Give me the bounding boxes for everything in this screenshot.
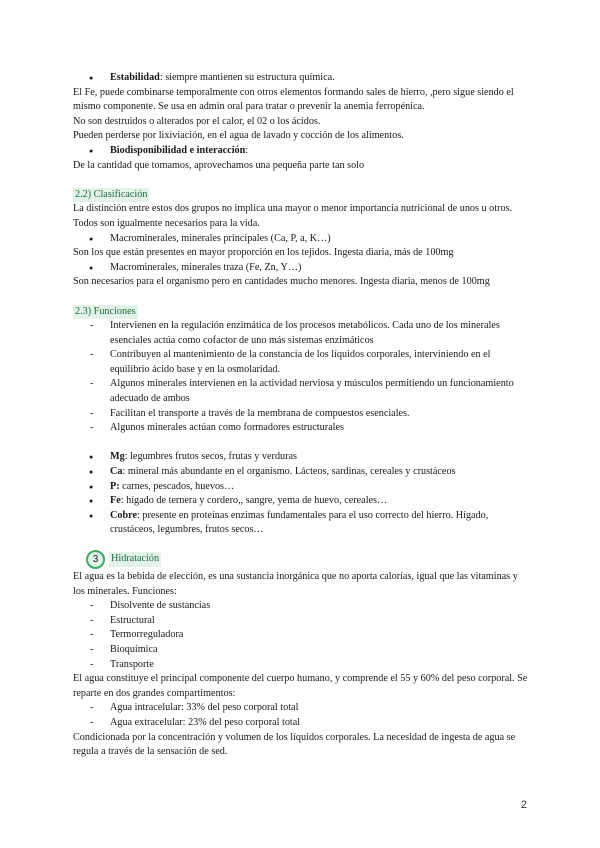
term-biodisponibilidad: Biodisponibilidad e interacción (110, 144, 246, 156)
list-item: ● Macrominerales, minerales traza (Fe, Zn, Y…) (73, 261, 528, 276)
section-heading-hidratacion (73, 550, 528, 570)
heading-text: 2.3) Funciones (73, 305, 138, 320)
section-heading-funciones (73, 305, 528, 320)
list-item: - Algunos minerales intervienen en la actividad nerviosa y músculos permitiendo un funcionamiento adecuado de ambos (73, 377, 528, 406)
list-item: ● Macrominerales, minerales principales (Ca, P, a, K…) (73, 232, 528, 247)
term-estabilidad: Estabilidad (110, 72, 160, 83)
list-item (73, 509, 528, 538)
term: Cobre (110, 509, 137, 521)
list-item: - Transporte (73, 658, 528, 673)
list-item: - Termorreguladora (73, 628, 528, 643)
list-item: - Agua intracelular: 33% del peso corporal total (73, 701, 528, 716)
term-text: : presente en proteínas enzimas fundamentales para el uso correcto del hierro. Hígado, crustáceos, legumbres, frutos secos… (110, 509, 489, 536)
term-text: : mineral más abundante en el organismo. Lácteos, sardinas, cereales y crustáceos (122, 466, 456, 478)
paragraph: No son destruidos o alterados por el calor, el 02 o los ácidos. (73, 115, 321, 127)
list-item: - Disolvente de sustancias (73, 599, 528, 614)
page-number: 2 (520, 799, 527, 811)
list-item: - Agua extracelular: 23% del peso corporal total (73, 716, 528, 731)
term: Mg (110, 451, 125, 463)
heading-text: 2.2) Clasificación (73, 188, 149, 203)
list-item: - Contribuyen al mantenimiento de la constancia de los líquidos corporales, interviniendo en el equilibrio ácido base y en la osmolaridad. (73, 348, 528, 377)
term-text: carnes, pescados, huevos… (119, 480, 235, 492)
paragraph: El agua constituye el principal componente del cuerpo humano, y comprende el 55 y 60% del peso corporal. Se reparte en dos grandes compartimentos: (73, 673, 528, 699)
paragraph: De la cantidad que tomamos, aprovechamos una pequeña parte tan solo (73, 159, 365, 171)
paragraph: Son necesarios para el organismo pero en cantidades mucho menores. Ingesta diaria, menos de 100mg (73, 276, 490, 288)
list-item (73, 450, 528, 465)
paragraph: Condicionada por la concentración y volumen de los líquidos corporales. La necesidad de ingesta de agua se regula a través de la sensación de sed. (73, 731, 516, 758)
list-item (73, 494, 528, 509)
paragraph: Son los que están presentes en mayor proporción en los tejidos. Ingesta diaria, más de 100mg (73, 247, 454, 259)
list-item: - Bioquímica (73, 643, 528, 658)
paragraph: Pueden perderse por lixiviación, en el agua de lavado y cocción de los alimentos. (73, 130, 404, 142)
list-item (73, 144, 528, 159)
paragraph: El Fe, puede combinarse temporalmente con otros elementos formando sales de hierro, ,pero sigue siendo el mismo componente. Se usa en admin oral para tratar o prevenir la anemia ferropénica. (73, 86, 514, 113)
section-heading-clasificacion (73, 188, 528, 203)
term: Fe (110, 495, 121, 507)
list-item: - Estructural (73, 614, 528, 629)
list-item: - Facilitan el transporte a través de la membrana de compuestos esenciales. (73, 407, 528, 422)
list-item (73, 465, 528, 480)
term: P: (110, 480, 120, 492)
term: Ca (110, 466, 123, 478)
list-item: - Algunos minerales actúan como formadores estructurales (73, 421, 528, 436)
paragraph: El agua es la bebida de elección, es una sustancia inorgánica que no aporta calorías, igual que las vitaminas y los minerales. Funciones: (73, 571, 518, 597)
list-item (73, 71, 528, 86)
heading-text: Hidratación (109, 552, 161, 567)
term-text: : hígado de ternera y cordero,, sangre, yema de huevo, cereales… (120, 495, 388, 507)
document-page (73, 71, 528, 760)
list-item: - Intervienen en la regulación enzimática de los procesos metabólicos. Cada uno de los minerales esenciales actúa como cofactor de uno más sistemas enzimáticos (73, 319, 528, 348)
paragraph: La distinción entre estos dos grupos no implica una mayor o menor importancia nutricional de unos u otros. Todos son igualmente necesarios para la vida. (73, 203, 513, 229)
section-number-badge: 3 (86, 550, 105, 569)
term-text: : legumbres frutos secos, frutas y verduras (124, 451, 298, 463)
list-item (73, 480, 528, 495)
term-text: : (245, 144, 249, 156)
term-text: : siempre mantienen su estructura química. (159, 72, 335, 83)
